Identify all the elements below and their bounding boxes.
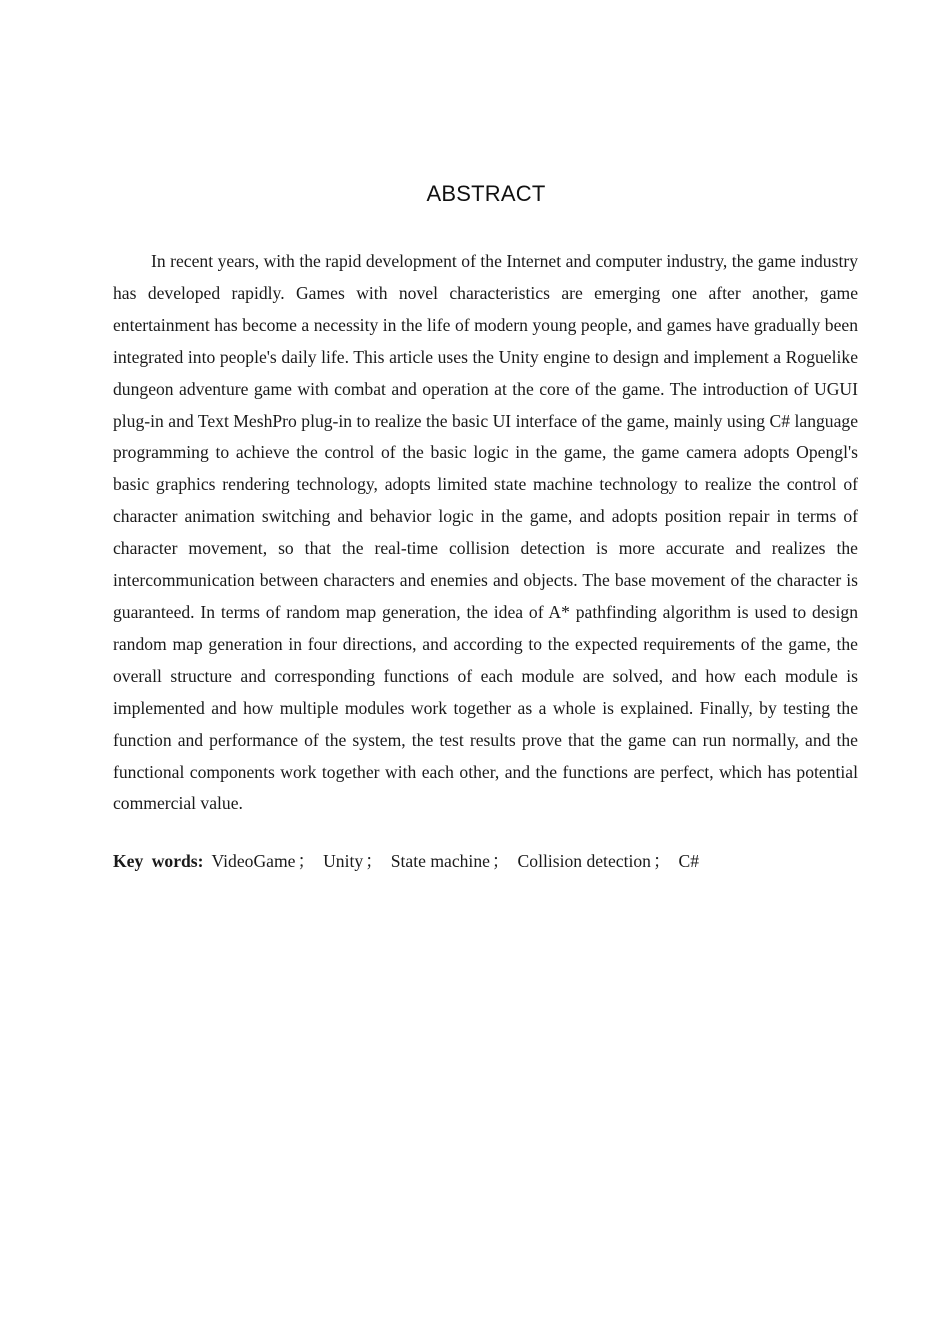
keyword-separator: ； xyxy=(491,851,510,871)
keyword-separator: ； xyxy=(365,851,383,871)
keyword-separator: ； xyxy=(652,851,671,871)
keyword-item: Collision detection xyxy=(517,851,651,871)
page-title: ABSTRACT xyxy=(426,181,546,206)
keyword-item: Unity xyxy=(323,851,364,871)
keyword-item: VideoGame xyxy=(211,851,296,871)
keyword-item: C# xyxy=(678,851,700,871)
keywords-label: Key words: xyxy=(113,851,204,871)
abstract-paragraph: In recent years, with the rapid development of the Internet and computer industry, the game industry has developed rapidly. Games with novel characteristics are emerging one after another, game entertainment has become a necessity in the life of modern young people, and games have gradually been integrated into people's daily life. This article uses the Unity engine to design and implement a Roguelike dungeon adventure game with combat and operation at the core of the game. The introduction of UGUI plug-in and Text MeshPro plug-in to realize the basic UI interface of the game, mainly using C# language programming to achieve the control of the basic logic in the game, the game camera adopts Opengl's basic graphics rendering technology, adopts limited state machine technology to realize the control of character animation switching and behavior logic in the game, and adopts position repair in terms of character movement, so that the real-time collision detection is more accurate and realizes the intercommunication between characters and enemies and objects. The base movement of the character is guaranteed. In terms of random map generation, the idea of A* pathfinding algorithm is used to design random map generation in four directions, and according to the expected requirements of the game, the overall structure and corresponding functions of each module are solved, and how each module is implemented and how multiple modules work together as a whole is explained. Finally, by testing the function and performance of the system, the test results prove that the game can run normally, and the functional components work together with each other, and the functions are perfect, which has potential commercial value. xyxy=(113,251,858,814)
keyword-separator: ； xyxy=(297,851,316,871)
keyword-item: State machine xyxy=(390,851,490,871)
keywords-line xyxy=(113,848,858,874)
